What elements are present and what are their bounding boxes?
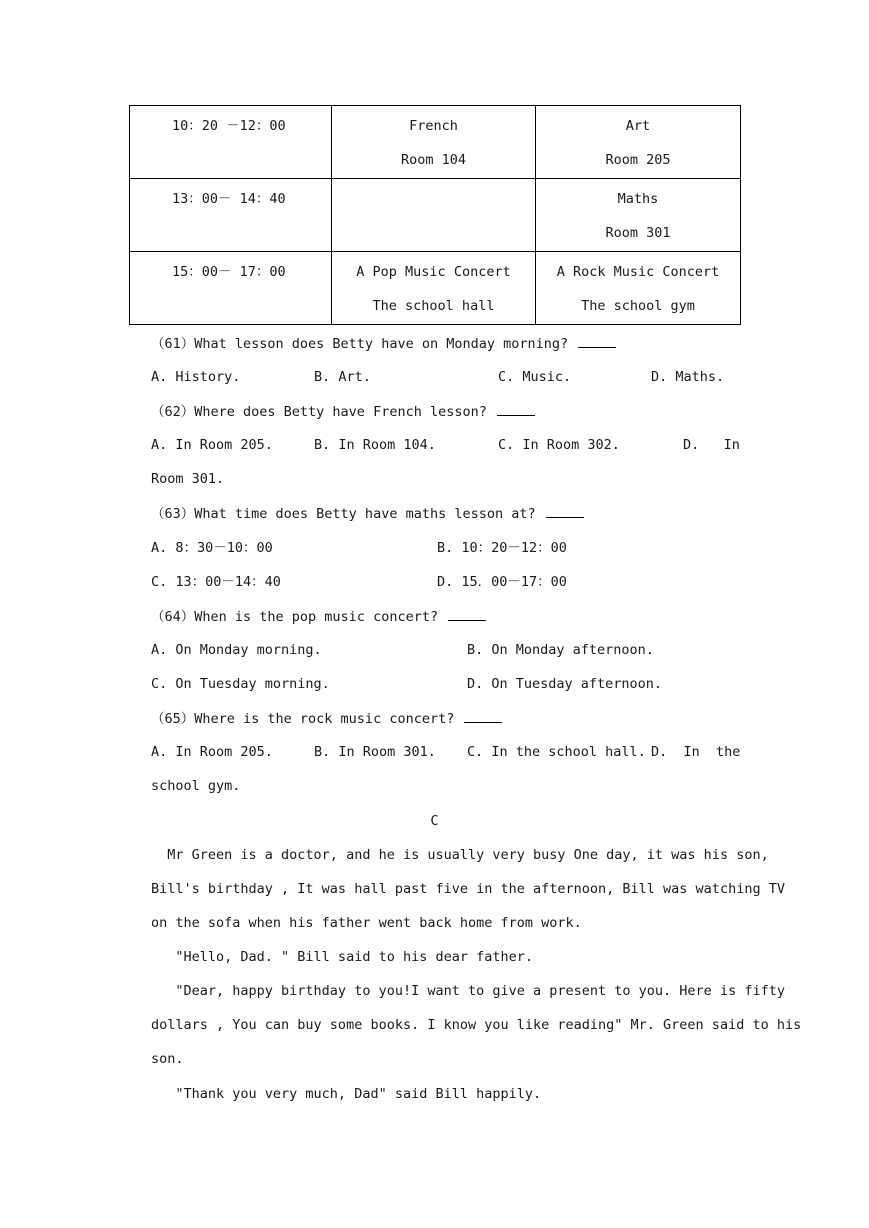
option-c: C. 13：00－14：40	[151, 574, 281, 590]
tuesday-cell: Maths Room 301	[536, 179, 741, 252]
question-63: （63）What time does Betty have maths lesson at?	[151, 503, 584, 524]
time-cell: 10：20 －12：00	[130, 106, 332, 179]
monday-cell: A Pop Music Concert The school hall	[332, 252, 536, 325]
passage-line: on the sofa when his father went back home from work.	[151, 915, 582, 931]
option-a: A. History.	[151, 369, 241, 385]
option-d: D. On Tuesday afternoon.	[467, 676, 663, 692]
question-61: （61）What lesson does Betty have on Monday morning?	[151, 333, 616, 354]
option-a: A. In Room 205.	[151, 437, 273, 453]
option-a: A. On Monday morning.	[151, 642, 322, 658]
option-d-continued: Room 301.	[151, 471, 225, 487]
passage-line: "Hello, Dad. " Bill said to his dear father.	[151, 949, 534, 965]
question-64: （64）When is the pop music concert?	[151, 606, 486, 627]
time-cell: 15：00－ 17：00	[130, 252, 332, 325]
answer-blank	[546, 503, 584, 518]
monday-cell: French Room 104	[332, 106, 536, 179]
section-heading: C	[430, 813, 439, 829]
passage-line: dollars , You can buy some books. I know you like reading" Mr. Green said to his	[151, 1017, 802, 1033]
tuesday-cell: Art Room 205	[536, 106, 741, 179]
answer-blank	[497, 401, 535, 416]
option-d: D. In	[683, 437, 740, 453]
option-a: A. In Room 205.	[151, 744, 273, 760]
option-c: C. On Tuesday morning.	[151, 676, 330, 692]
option-b: B. In Room 301.	[314, 744, 436, 760]
option-a: A. 8：30－10：00	[151, 540, 273, 556]
option-c: C. Music.	[498, 369, 572, 385]
passage-line: Bill's birthday , It was hall past five in the afternoon, Bill was watching TV	[151, 881, 785, 897]
time-cell: 13：00－ 14：40	[130, 179, 332, 252]
option-b: B. Art.	[314, 369, 371, 385]
table-row	[130, 106, 741, 179]
option-c: C. In Room 302.	[498, 437, 620, 453]
option-d-continued: school gym.	[151, 778, 241, 794]
option-b: B. In Room 104.	[314, 437, 436, 453]
answer-blank	[448, 606, 486, 621]
passage-line: "Thank you very much, Dad" said Bill happily.	[151, 1086, 542, 1102]
passage-line: son.	[151, 1051, 184, 1067]
option-b: B. 10：20－12：00	[437, 540, 567, 556]
option-d: D. In the	[651, 744, 741, 760]
option-b: B. On Monday afternoon.	[467, 642, 654, 658]
answer-blank	[578, 333, 616, 348]
question-62: （62）Where does Betty have French lesson?	[151, 401, 535, 422]
question-65: （65）Where is the rock music concert?	[151, 708, 502, 729]
table-row	[130, 179, 741, 252]
answer-blank	[464, 708, 502, 723]
schedule-table	[129, 105, 741, 325]
tuesday-cell: A Rock Music Concert The school gym	[536, 252, 741, 325]
monday-cell	[332, 179, 536, 252]
table-row	[130, 252, 741, 325]
option-c: C. In the school hall.	[467, 744, 646, 760]
passage-line: "Dear, happy birthday to you!I want to give a present to you. Here is fifty	[151, 983, 785, 999]
option-d: D. 15．00－17：00	[437, 574, 567, 590]
option-d: D. Maths.	[651, 369, 725, 385]
passage-line: Mr Green is a doctor, and he is usually very busy One day, it was his son,	[151, 847, 769, 863]
